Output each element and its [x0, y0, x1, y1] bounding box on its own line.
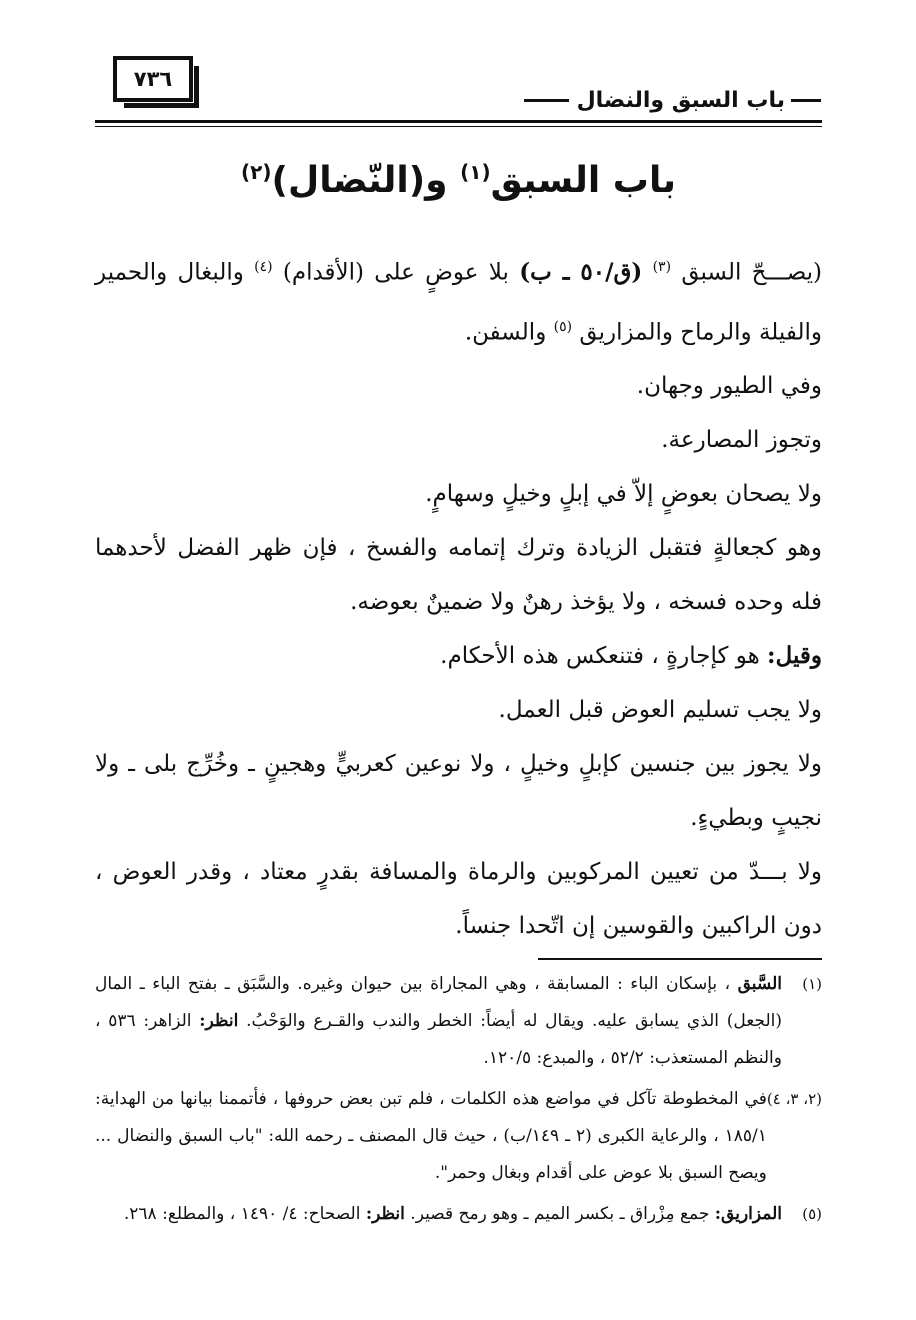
footnote-rule: [538, 958, 822, 960]
footnote-sources: الصحاح: ٤/ ١٤٩٠ ، والمطلع: ٢٦٨.: [123, 1204, 361, 1224]
chapter-title-ref-1: (١): [460, 160, 491, 184]
paragraph-6-text: هو كإجارةٍ ، فتنعكس هذه الأحكام.: [440, 643, 760, 670]
footnote-number: (٥): [802, 1205, 822, 1223]
chapter-title-text: باب السبق: [490, 160, 676, 201]
footnote-see-label: انظر:: [199, 1011, 239, 1031]
p1-part-e: والسفن.: [464, 319, 547, 346]
footnote-ref-3: (٣): [652, 259, 672, 275]
paragraph-2: وفي الطيور وجهان.: [636, 373, 822, 400]
page-number: ٧٣٦: [113, 56, 193, 102]
chapter-title: [95, 160, 822, 201]
paragraph-4: ولا يصحان بعوضٍ إلاّ في إبلٍ وخيلٍ وسهامٍ.: [425, 481, 822, 508]
footnote-see-label: انظر:: [365, 1204, 405, 1224]
paragraph-6-label: وقيل:: [767, 642, 822, 670]
footnote-body: جمع مِزْراق ـ بكسر الميم ـ وهو رمح قصير.: [410, 1204, 710, 1224]
paragraph-1: [95, 240, 822, 359]
header-tail-line: [524, 99, 569, 102]
running-header: [524, 88, 821, 113]
chapter-title-connector: و(النّضال): [271, 160, 448, 201]
footnote-text: [95, 1196, 782, 1233]
footnote-body: في المخطوطة تآكل في مواضع هذه الكلمات ، فلم تبن بعض حروفها ، فأتممنا بيانها من الهداية: ١٨٥/١ ، والرعاية الكبرى (٢ ـ ١٤٩/ب) ، حيث قال المصنف ـ رحمه الله: "باب السبق والنضال ... ويصح السبق بلا عوض على أقدام وبغال وحمر".: [95, 1089, 767, 1183]
manuscript-ref: (ق/٥٠ ـ ب): [519, 258, 643, 286]
paragraph-8: ولا يجوز بين جنسين كإبلٍ وخيلٍ ، ولا نوعين كعربيٍّ وهجينٍ ـ وخُرِّج بلى ـ ولا نجيبٍ وبطيءٍ.: [95, 751, 822, 832]
header-dash: [791, 99, 821, 102]
footnote-headword: السَّبق: [737, 974, 783, 994]
running-header-text: باب السبق والنضال: [576, 88, 785, 113]
header-rule: [95, 120, 822, 123]
paragraph-3: وتجوز المصارعة.: [661, 427, 822, 454]
p1-part-c: بلا عوضٍ على (الأقدام): [282, 259, 509, 286]
body-text: [95, 240, 822, 953]
footnote-headword: المزاريق:: [714, 1204, 782, 1224]
paragraph-6: [95, 629, 822, 683]
paragraph-5: وهو كجعالةٍ فتقبل الزيادة وترك إتمامه والفسخ ، فإن ظهر الفضل لأحدهما فله وحده فسخه ، ولا يؤخذ رهنٌ ولا ضمينٌ بعوضه.: [95, 535, 822, 616]
footnote-body: ، بإسكان الباء : المسابقة ، وهي المجاراة بين حيوان وغيره. والسَّبَق ـ بفتح الباء ـ المال (الجعل) الذي يسابق عليه. ويقال له أيضاً: الخطر والندب والقـرع والوَحْبُ.: [95, 974, 783, 1031]
p1-part-d: والبغال والحمير والفيلة والرماح والمزاريق: [95, 259, 822, 346]
footnote-number: (٢، ٣، ٤): [766, 1090, 822, 1108]
footnote-text: [95, 1081, 767, 1192]
footnote-sources: الزاهر: ٥٣٦ ، والنظم المستعذب: ٥٢/٢ ، والمبدع: ١٢٠/٥.: [95, 1011, 782, 1068]
footnotes: [95, 966, 822, 1237]
footnote-3: [95, 1196, 822, 1233]
footnote-text: [95, 966, 782, 1077]
header-rule-thin: [95, 126, 822, 127]
footnote-number: (١): [802, 975, 822, 993]
p1-part-a: (يصـــحّ السبق: [681, 259, 823, 286]
footnote-1: [95, 966, 822, 1077]
footnote-ref-5: (٥): [553, 318, 573, 335]
footnote-2: [95, 1081, 822, 1192]
paragraph-9: ولا بـــدّ من تعيين المركوبين والرماة والمسافة بقدرٍ معتاد ، وقدر العوض ، دون الراكبين والقوسين إن اتّحدا جنساً.: [95, 859, 822, 940]
footnote-ref-4: (٤): [254, 259, 273, 275]
chapter-title-ref-2: (٢): [241, 160, 272, 184]
paragraph-7: ولا يجب تسليم العوض قبل العمل.: [498, 697, 822, 724]
